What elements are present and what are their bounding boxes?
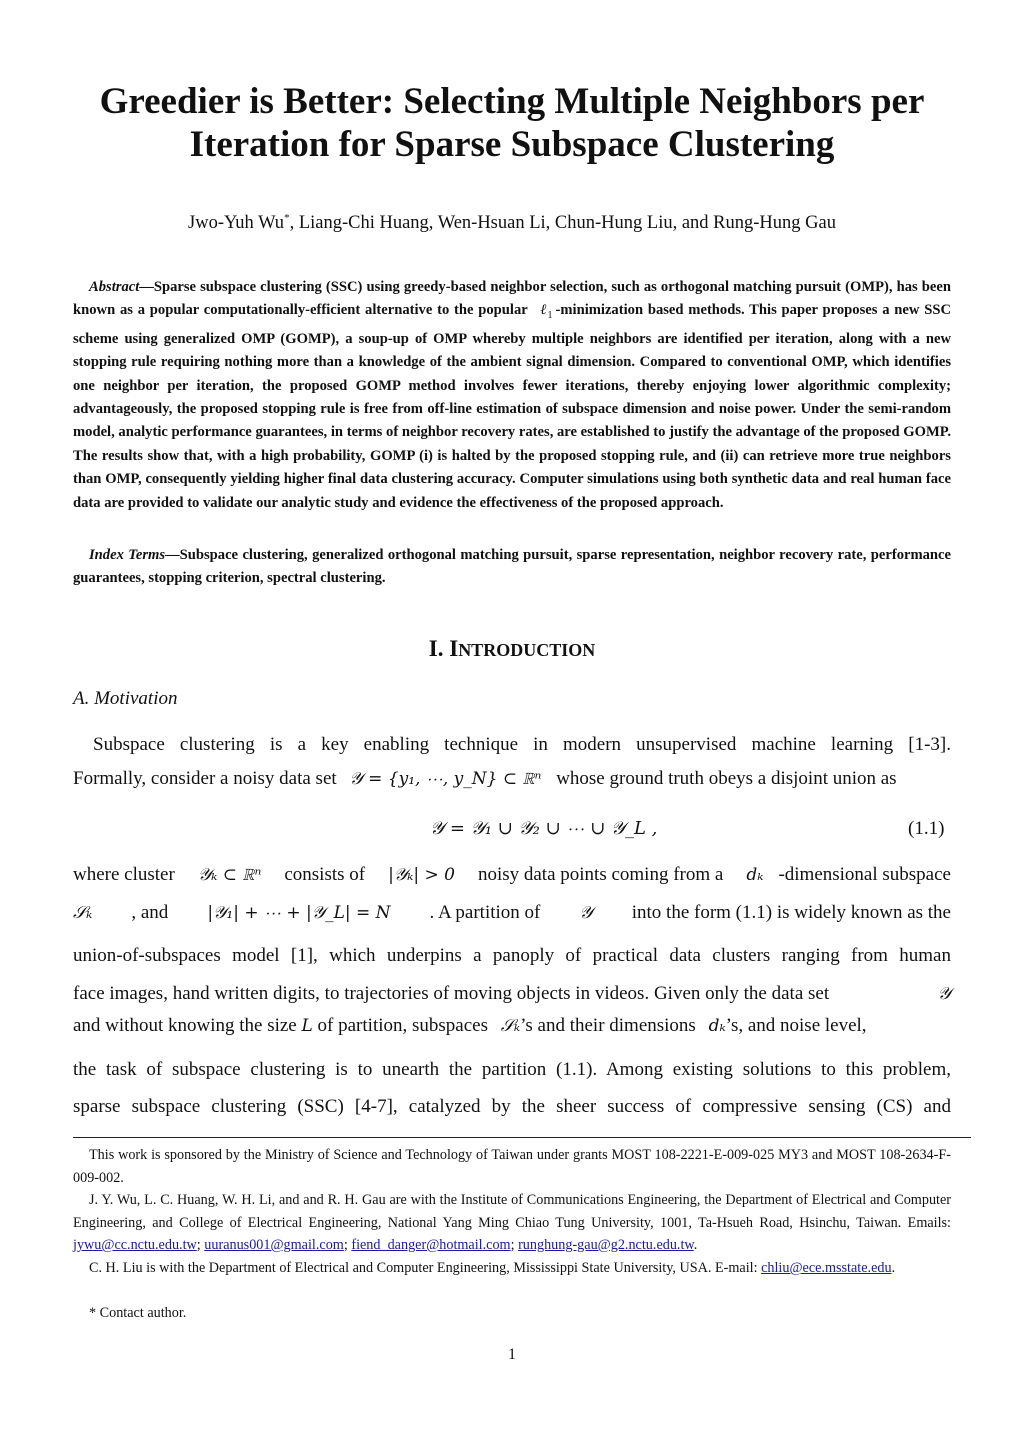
- abstract: [73, 276, 951, 515]
- footnote-affiliation: J. Y. Wu, L. C. Huang, W. H. Li, and and R. H. Gau are with the Institute of Communications Engineering, the Department of Electrical and Computer Engineering, and College of Electrical Engineering, National Yang Ming Chiao Tung University, 1001, Ta-Hsueh Road, Hsinchu, Taiwan. Emails: jywu@cc.nctu.edu.tw; uuranus001@gmail.com; fiend_danger@hotmail.com; runghung-gau@g2.nctu.edu.tw.: [73, 1192, 951, 1253]
- body-line-1: Subspace clustering is a key enabling technique in modern unsupervised machine learning [1-3].: [93, 734, 951, 755]
- abstract-dash: —: [139, 279, 154, 295]
- footnote-liu: C. H. Liu is with the Department of Electrical and Computer Engineering, Mississippi State University, USA. E-mail: chliu@ece.msstate.edu.: [89, 1260, 896, 1276]
- body-line-7: and without knowing the size L of partition, subspaces 𝒮ₖ’s and their dimensions dₖ’s, and noise level,: [73, 1015, 867, 1036]
- body-line-5: union-of-subspaces model [1], which underpins a panoply of practical data clusters ranging from human: [73, 945, 951, 966]
- subsection-heading: A. Motivation: [73, 688, 178, 709]
- section-heading: I. INTRODUCTION: [428, 636, 596, 661]
- index-terms-label: Index Terms: [89, 547, 166, 563]
- math-Y-2: 𝒴: [937, 984, 951, 1004]
- math-cardinality: |𝒴ₖ| > 0: [388, 865, 455, 885]
- math-Y: 𝒴: [579, 903, 593, 923]
- equation-1-1: 𝒴 = 𝒴₁ ∪ 𝒴₂ ∪ ⋯ ∪ 𝒴_L ,: [430, 818, 658, 839]
- body-line-2: Formally, consider a noisy data set 𝒴 = {y₁, ⋯, y_N} ⊂ ℝⁿ whose ground truth obeys a disjoint union as: [73, 768, 897, 789]
- math-subspace: 𝒮ₖ: [73, 903, 93, 923]
- index-terms-text: Subspace clustering, generalized orthogonal matching pursuit, sparse representation, neighbor recovery rate, performance guarantees, stopping criterion, spectral clustering.: [73, 547, 951, 587]
- abstract-text-a: Sparse subspace clustering (SSC) using greedy-based neighbor selection, such as orthogonal matching pursuit (OMP), has been known as a popular computationally-efficient alternative to the popular: [73, 279, 951, 319]
- author-corresponding: Jwo-Yuh Wu: [188, 213, 285, 234]
- author-list: [60, 212, 964, 234]
- equation-number: (1.1): [908, 818, 945, 839]
- abstract-label: Abstract: [89, 279, 140, 295]
- title-line-2: Iteration for Sparse Subspace Clustering: [189, 124, 835, 165]
- email-link-1[interactable]: jywu@cc.nctu.edu.tw: [73, 1237, 197, 1253]
- footnote-contact: * Contact author.: [89, 1305, 187, 1321]
- email-link-5[interactable]: chliu@ece.msstate.edu: [761, 1260, 892, 1276]
- math-dk: dₖ: [746, 865, 764, 885]
- footnote-divider: [73, 1137, 971, 1138]
- author-others: , Liang-Chi Huang, Wen-Hsuan Li, Chun-Hung Liu, and Rung-Hung Gau: [289, 213, 836, 234]
- email-link-2[interactable]: uuranus001@gmail.com: [204, 1237, 344, 1253]
- body-line-4: 𝒮ₖ , and |𝒴₁| + ⋯ + |𝒴_L| = N . A partition of 𝒴 into the form (1.1) is widely known as the: [73, 902, 951, 923]
- email-link-3[interactable]: fiend_danger@hotmail.com: [351, 1237, 511, 1253]
- footnote-funding: This work is sponsored by the Ministry of Science and Technology of Taiwan under grants MOST 108-2221-E-009-025 MY3 and MOST 108-2634-F-009-002.: [73, 1147, 951, 1186]
- body-line-9: sparse subspace clustering (SSC) [4-7], catalyzed by the sheer success of compressive sensing (CS) and: [73, 1096, 951, 1117]
- body-line-6: face images, hand written digits, to trajectories of moving objects in videos. Given only the data set 𝒴: [73, 983, 951, 1004]
- index-terms-dash: —: [165, 547, 180, 563]
- paper-title: [60, 80, 964, 166]
- math-sum: |𝒴₁| + ⋯ + |𝒴_L| = N: [207, 903, 391, 923]
- ell1-symbol: ℓ$_1$: [540, 302, 553, 322]
- math-cluster: 𝒴ₖ ⊂ ℝⁿ: [197, 865, 262, 885]
- page-number: 1: [508, 1346, 516, 1363]
- math-dataset: 𝒴 = {y₁, ⋯, y_N} ⊂ ℝⁿ: [349, 769, 542, 789]
- contact-mark: *: [284, 212, 290, 224]
- body-line-8: the task of subspace clustering is to unearth the partition (1.1). Among existing solutions to this problem,: [73, 1059, 951, 1080]
- index-terms: [73, 544, 951, 591]
- abstract-text-b: -minimization based methods. This paper proposes a new SSC scheme using generalized OMP (GOMP), a soup-up of OMP whereby multiple neighbors are identified per iteration, along with a new stopping rule requiring nothing more than a knowledge of the ambient signal dimension. Compared to conventional OMP, which identifies one neighbor per iteration, the proposed GOMP method involves fewer iterations, thereby enjoying lower algorithmic complexity; advantageously, the proposed stopping rule is free from off-line estimation of subspace dimension and noise power. Under the semi-random model, analytic performance guarantees, in terms of neighbor recovery rates, are established to justify the advantage of the proposed GOMP. The results show that, with a high probability, GOMP (i) is halted by the proposed stopping rule, and (ii) can retrieve more true neighbors than OMP, consequently yielding higher final data clustering accuracy. Computer simulations using both synthetic data and real human face data are provided to validate our analytic study and evidence the effectiveness of the proposed approach.: [73, 302, 951, 511]
- title-line-1: Greedier is Better: Selecting Multiple Neighbors per: [99, 81, 925, 122]
- body-line-3: where cluster 𝒴ₖ ⊂ ℝⁿ consists of |𝒴ₖ| > 0 noisy data points coming from a dₖ -dimensional subspace: [73, 864, 951, 885]
- email-link-4[interactable]: runghung-gau@g2.nctu.edu.tw: [518, 1237, 694, 1253]
